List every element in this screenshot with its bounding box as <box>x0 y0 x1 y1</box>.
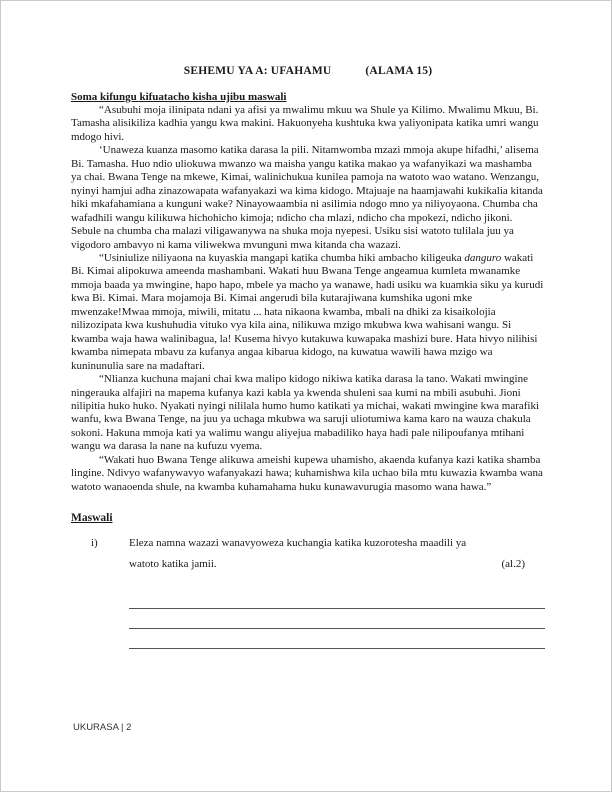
answer-line <box>129 589 545 609</box>
page-footer: UKURASA | 2 <box>73 722 132 733</box>
passage-paragraph-1: “Asubuhi moja ilinipata ndani ya afisi ya mwalimu mkuu wa Shule ya Kilimo. Mwalimu Mkuu, Bi. Tamasha alisikiliza kadhia yangu kwa makini. Hakuonyeha kushtuka kwa yaliyonipata katika umri wangu mdogo hivi. <box>71 104 539 143</box>
passage-instruction: Soma kifungu kifuatacho kisha ujibu maswali <box>71 91 287 103</box>
passage-paragraph-3 <box>71 252 545 373</box>
passage-paragraph-4: “Nlianza kuchuna majani chai kwa malipo kidogo nikiwa katika darasa la tano. Wakati mwingine ningerauka alfajiri na mapema kufanya kazi kabla ya kwenda shuleni saa kumi na mbili asubuhi. Jioni nilipitia huko huko. Nyakati nyingi nililala humo humo katikati ya michai, wakati mwingine kwa marafiki wanfu, kwa Bwana Tenge, na juu ya uchaga mkubwa wa saruji uliotumiwa kama karo na wauza chakula sokoni. Hakuna mmoja kati ya walimu wangu aliyejua mabadiliko haya hadi pale nilipoufanya mtihani wangu wa darasa la nane na kufuzu vyema. <box>71 373 540 453</box>
section-marks: (ALAMA 15) <box>365 65 433 77</box>
page-content <box>71 65 545 649</box>
question-1-marks: (al.2) <box>501 558 525 571</box>
question-1 <box>71 533 545 575</box>
section-title <box>71 65 545 77</box>
paragraph-3-text: “Usiniulize niliyaona na kuyaskia mangapi katika chumba hiki ambacho kiligeuka <box>99 251 465 264</box>
section-title-text: SEHEMU YA A: UFAHAMU <box>183 65 332 77</box>
paragraph-3-text-continued: wakati Bi. Kimai alipokuwa ameenda mashambani. Wakati huu Bwana Tenge angeamua kumleta mwanamke mmoja baada ya mwingine, hapo hapo, mbele ya macho ya wanawe, hadi usiku wa kuamkia siku ya kurudi kwa Bi. Kimai. Mara mojamoja Bi. Kimai angerudi bila kutarajiwana kumshika ugoni mke mwenzake!Mwaa mmoja, miwili, mitatu ... hata nikaona kwamba, mbali na dhiki za kisaikolojia nilizozipata kwa kushuhudia vituko vya kila aina, nilikuwa mzigo mkubwa kwa wahisani wangu. Si kwamba waja hawa walinibagua, la! Kusema hivyo kutakuwa kuwapaka mashizi bure. Hata hivyo nilihisi kwamba nimepata mbavu za kufanya angaa kibarua kidogo, na kuwatua wawili hawa mzigo wa kuninunulia sare na madaftari. <box>71 251 544 372</box>
answer-lines-area <box>129 589 545 649</box>
answer-line <box>129 629 545 649</box>
question-1-text: Eleza namna wazazi wanavyoweza kuchangia katika kuzorotesha maadili ya watoto katika jamii. <box>129 537 467 571</box>
answer-line <box>129 609 545 629</box>
questions-heading: Maswali <box>71 512 113 525</box>
passage-paragraph-2: ‘Unaweza kuanza masomo katika darasa la pili. Nitamwomba mzazi mmoja akupe hifadhi,’ alisema Bi. Tamasha. Huo ndio uliokuwa mwanzo wa maisha yangu katika makao ya wafanyikazi wa mashamba ya chai. Bwana Tenge na mkewe, Kimai, walinichukua kunilea pamoja na watoto wao watano. Wenzangu, nyinyi hamjui adha zinazowapata wafanyakazi wa kima kidogo. Mtajuaje na haamjawahi kukikalia kitanda hiki mkafahamiana a kunguni wake? Ninayowaambia ni asilimia ndogo mno ya niliyoyaona. Chumba cha wafadhili wangu kilikuwa hichohicho kimoja; ndicho cha mlazi, ndicho cha mpokezi, ndicho jikoni. Sebule na chumba cha malazi viligawanywa na shuka moja nyepesi. Usiku sisi watoto tulilala juu ya vigodoro ambavyo ni kama viliwekwa mvunguni mwa kitanda cha wazazi. <box>71 144 543 251</box>
question-1-body <box>129 533 545 575</box>
passage-paragraph-5: “Wakati huo Bwana Tenge alikuwa ameishi kupewa uhamisho, akaenda kufanya kazi katika shamba lingine. Ndivyo wafanywavyo wafanyakazi hawa; kuhamishwa kila uchao bila mtu kuwazia kwamba wana watoto wanaoenda shule, na kwamba kuhamahama huku kunawavurugia masomo wana hawa.” <box>71 453 543 493</box>
comprehension-passage <box>71 104 545 494</box>
paragraph-3-italic-word: danguro <box>464 251 502 264</box>
question-1-number: i) <box>91 537 98 550</box>
